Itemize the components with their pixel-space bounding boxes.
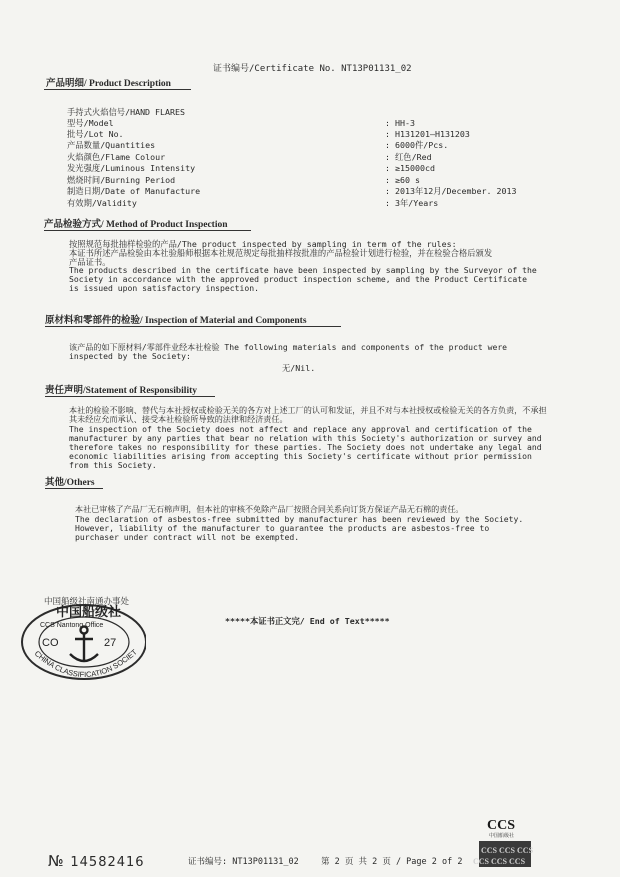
materials-heading: 原材料和零部件的检验/ Inspection of Material and Components [45, 316, 307, 326]
product-value: : 6000件/Pcs. [385, 140, 449, 150]
responsibility-heading: 责任声明/Statement of Responsibility [45, 386, 198, 396]
product-value: : 3年/Years [385, 198, 439, 208]
seal-office-en: CCS Nantong Office [40, 622, 104, 629]
seal-society-name: CHINA CLASSIFICATION SOCIET [32, 647, 139, 680]
end-of-text: *****本证书正文完/ End of Text***** [225, 616, 390, 626]
heading-underline [44, 89, 191, 90]
inspection-line: 本证书所述产品检验由本社验船师根据本社规范规定每批抽样按批准的产品检验计划进行检验，并在检验合格后颁发 [69, 248, 493, 258]
product-heading: 产品明细/ Product Description [46, 79, 171, 89]
product-value: : H131201—H131203 [385, 129, 470, 139]
inspection-paragraph: The products described in the certificate have been inspected by sampling by the Surveyor of the Society in accordance with the approved product inspection scheme, and the Product Certificate is issued upon satisfactory inspection. [69, 265, 537, 293]
others-paragraph-cn: 本社已审核了产品厂无石棉声明，但本社的审核不免除产品厂按照合同关系向订货方保证产品无石棉的责任。 [75, 504, 464, 514]
certificate-number: 证书编号/Certificate No. NT13P01131_02 [213, 64, 412, 74]
footer-cert-no: 证书编号: NT13P01131_02 [188, 857, 299, 867]
product-label: 制造日期/Date of Manufacture [67, 186, 201, 196]
product-label: 燃烧时间/Burning Period [67, 175, 176, 185]
responsibility-paragraph-en: The inspection of the Society does not affect and replace any approval and certification of the manufacturer by any parties that bear no relation with this Society's authorization or survey and therefore takes no responsibility for these parties. The Society does not undertake any legal and economic liabilities arising from accepting this Society's certificate without prior permission from this Society. [69, 424, 542, 470]
serial-digits: 14582416 [70, 855, 145, 870]
seal-ring-cn: 中国船级社 [56, 605, 122, 620]
ccs-logo [473, 812, 534, 868]
seal-number: 27 [104, 637, 117, 649]
logo-abbr: CCS [487, 818, 516, 833]
inspection-line: 产品证书。 [69, 257, 111, 267]
inspection-heading: 产品检验方式/ Method of Product Inspection [44, 220, 228, 230]
others-heading: 其他/Others [45, 478, 95, 488]
logo-band: CCS CCS CCS [481, 846, 534, 855]
logo-cn: 中国船级社 [489, 833, 515, 839]
materials-paragraph: 该产品的如下原材料/零部件业经本社检验 The following materials and components of the product were inspected by the Society: [69, 342, 508, 361]
heading-underline [45, 326, 341, 327]
anchor-icon [70, 627, 98, 663]
product-label: 有效期/Validity [67, 198, 137, 208]
footer-page: 第 2 页 共 2 页 / Page 2 of 2 [321, 857, 463, 867]
product-label: 发光强度/Luminous Intensity [67, 163, 196, 173]
inspection-line: 按照规范每批抽样检验的产品/The product inspected by sampling in term of the rules: [69, 239, 457, 249]
seal-code: CO [42, 637, 59, 649]
serial-number [48, 852, 145, 870]
product-label: 批号/Lot No. [67, 129, 124, 139]
logo-band: CCS CCS CCS [473, 857, 526, 866]
responsibility-paragraph-cn: 本社的检验不影响、替代与本社授权或检验无关的各方对上述工厂的认可和发证，并且不对与本社授权或检验无关的各方负责，不承担其未经应允而承认、接受本社检验所导致的法律和经济责任。 [69, 405, 547, 424]
heading-underline [45, 396, 215, 397]
product-item-name: 手持式火焰信号/HAND FLARES [67, 107, 186, 117]
ccs-logo-icon [473, 812, 534, 868]
seal-graphic [14, 596, 146, 682]
heading-underline [45, 488, 103, 489]
serial-prefix: № [48, 852, 65, 870]
product-label: 火焰颜色/Flame Colour [67, 152, 166, 162]
product-label: 型号/Model [67, 118, 114, 128]
seal-office-cn: 中国船级社南通办事处 [44, 597, 130, 607]
product-label: 产品数量/Quantities [67, 140, 156, 150]
others-paragraph-en: The declaration of asbestos-free submitted by manufacturer has been reviewed by the Society. However, liability of the manufacturer to guarantee the products are asbestos-free to purchaser under contract will not be exempted. [75, 514, 524, 542]
heading-underline [44, 230, 251, 231]
product-value: : ≥60 s [385, 175, 420, 185]
materials-value: 无/Nil. [282, 363, 316, 373]
product-value: : 2013年12月/December. 2013 [385, 186, 517, 196]
product-value: : HH-3 [385, 118, 415, 128]
product-value: : 红色/Red [385, 152, 432, 162]
product-value: : ≥15000cd [385, 163, 435, 173]
office-seal [14, 596, 146, 682]
